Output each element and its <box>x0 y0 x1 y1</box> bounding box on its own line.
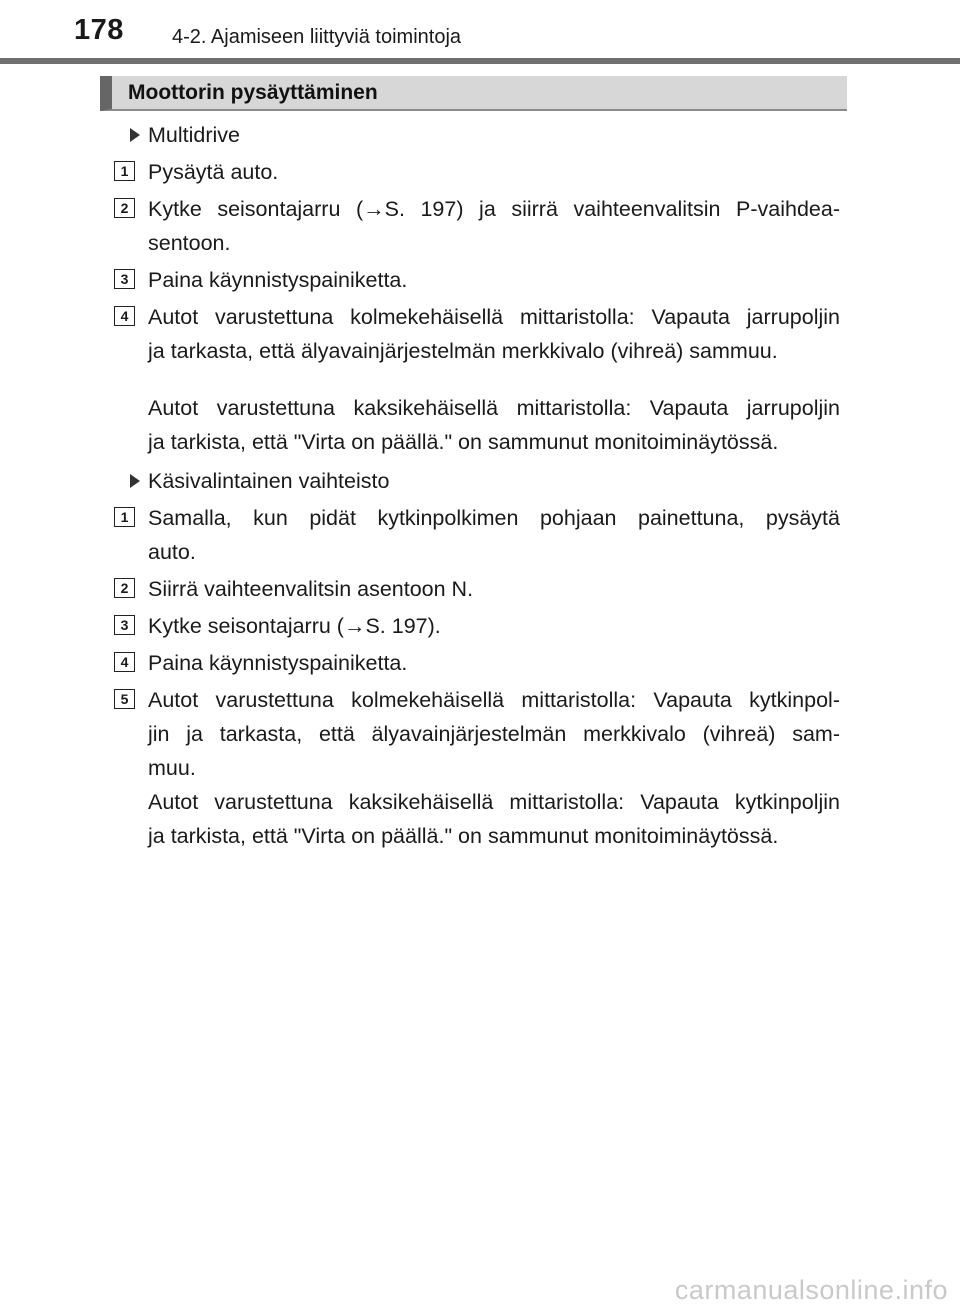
step-number-badge: 1 <box>114 507 135 527</box>
header-rule <box>0 58 960 64</box>
text-line: Paina käynnistyspainiketta. <box>148 651 408 675</box>
page-number: 178 <box>74 14 124 46</box>
text-line: Autot varustettuna kaksikehäisellä mittaristolla: Vapauta jarrupoljin <box>148 396 840 420</box>
text-line: ja tarkasta, että älyavainjärjestelmän merkkivalo (vihreä) sammuu. <box>148 339 778 363</box>
step-number-badge: 3 <box>114 269 135 289</box>
text-line: muu. <box>148 756 196 780</box>
multidrive-heading: Multidrive <box>148 123 240 147</box>
text-line: Samalla, kun pidät kytkinpolkimen pohjaan painettuna, pysäytä <box>148 506 840 530</box>
text-line: sentoon. <box>148 231 231 255</box>
step-number-badge: 5 <box>114 689 135 709</box>
step-number-badge: 2 <box>114 578 135 598</box>
text-line: auto. <box>148 540 196 564</box>
step-number-badge: 4 <box>114 306 135 326</box>
step-number-badge: 4 <box>114 652 135 672</box>
text-line: Siirrä vaihteenvalitsin asentoon N. <box>148 577 474 601</box>
text-line: Kytke seisontajarru (→S. 197). <box>148 614 441 638</box>
text-line: Paina käynnistyspainiketta. <box>148 268 408 292</box>
text-line: Pysäytä auto. <box>148 160 279 184</box>
text-line: Autot varustettuna kolmekehäisellä mittaristolla: Vapauta jarrupoljin <box>148 305 840 329</box>
triangle-bullet-icon <box>130 128 140 142</box>
step-number-badge: 1 <box>114 161 135 181</box>
manual-heading: Käsivalintainen vaihteisto <box>148 469 390 493</box>
text-line: Autot varustettuna kolmekehäisellä mittaristolla: Vapauta kytkinpol- <box>148 688 840 712</box>
step-number-badge: 3 <box>114 615 135 635</box>
text-line: jin ja tarkasta, että älyavainjärjestelmän merkkivalo (vihreä) sam- <box>148 722 840 746</box>
text-line: Autot varustettuna kaksikehäisellä mittaristolla: Vapauta kytkinpoljin <box>148 790 840 814</box>
section-header <box>100 76 847 111</box>
watermark: carmanualsonline.info <box>674 1275 948 1305</box>
step-number-badge: 2 <box>114 198 135 218</box>
section-title: Moottorin pysäyttäminen <box>128 81 378 104</box>
triangle-bullet-icon <box>130 474 140 488</box>
text-line: Kytke seisontajarru (→S. 197) ja siirrä vaihteenvalitsin P-vaihdea- <box>148 197 840 221</box>
text-line: ja tarkista, että "Virta on päällä." on sammunut monitoiminäytössä. <box>148 430 779 454</box>
text-line: ja tarkista, että "Virta on päällä." on sammunut monitoiminäytössä. <box>148 824 779 848</box>
breadcrumb: 4-2. Ajamiseen liittyviä toimintoja <box>172 26 462 48</box>
